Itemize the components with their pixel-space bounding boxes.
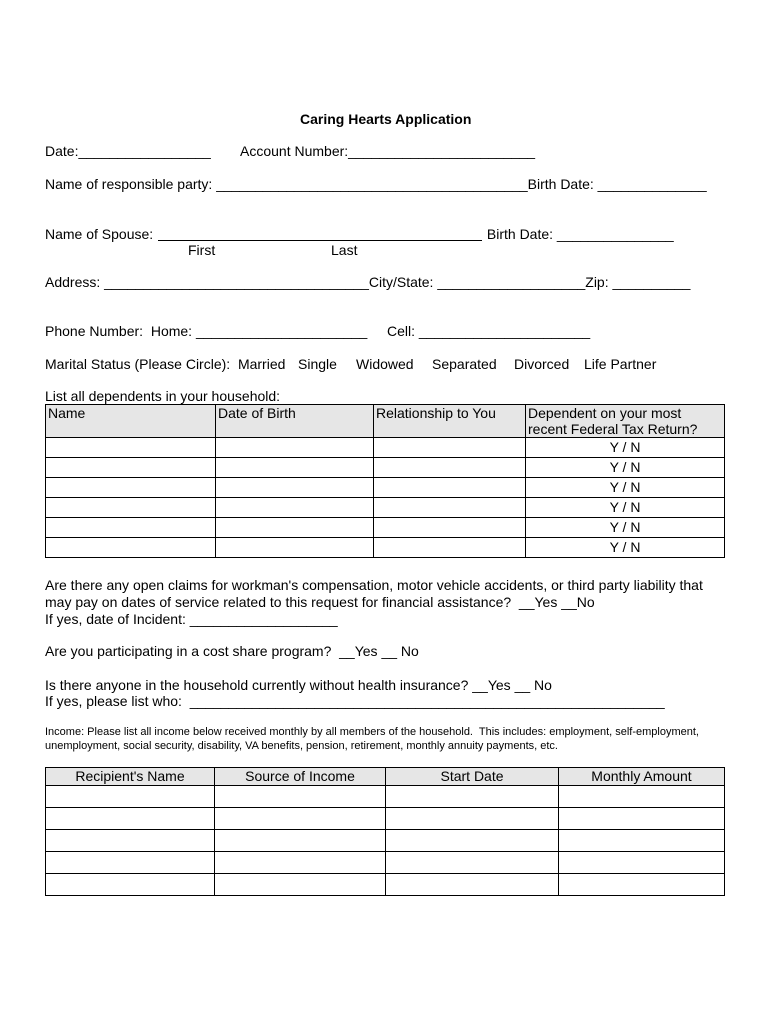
start-date-cell[interactable] <box>386 808 559 830</box>
marital-option-widowed: Widowed <box>356 356 414 372</box>
phone-home-line: Phone Number: Home: ______________________ <box>45 323 368 339</box>
start-date-cell[interactable] <box>386 786 559 808</box>
relationship-cell[interactable] <box>374 518 526 538</box>
recipient-cell[interactable] <box>46 808 215 830</box>
table-row <box>46 874 725 896</box>
responsible-party-line: Name of responsible party: ________________________________________Birth Date: ______________ <box>45 176 707 192</box>
dob-cell[interactable] <box>216 438 374 458</box>
marital-option-single: Single <box>298 356 337 372</box>
table-row <box>46 808 725 830</box>
amount-cell[interactable] <box>559 786 725 808</box>
name-cell[interactable] <box>46 498 216 518</box>
table-row <box>46 458 725 478</box>
source-cell[interactable] <box>215 874 386 896</box>
relationship-cell[interactable] <box>374 458 526 478</box>
income-note-line1: Income: Please list all income below received monthly by all members of the household. This includes: employment, self-employment, <box>45 726 699 738</box>
recipient-cell[interactable] <box>46 830 215 852</box>
col-header-tax-dependent: Dependent on your most recent Federal Tax Return? <box>526 405 725 438</box>
col-header-start-date: Start Date <box>386 768 559 786</box>
dob-cell[interactable] <box>216 498 374 518</box>
amount-cell[interactable] <box>559 808 725 830</box>
spouse-birth-date-line: Birth Date: _______________ <box>483 226 674 242</box>
recipient-cell[interactable] <box>46 852 215 874</box>
spouse-name-underline <box>158 240 482 241</box>
name-cell[interactable] <box>46 518 216 538</box>
source-cell[interactable] <box>215 852 386 874</box>
yn-cell[interactable]: Y / N <box>526 498 725 518</box>
table-header-row <box>46 768 725 786</box>
relationship-cell[interactable] <box>374 478 526 498</box>
source-cell[interactable] <box>215 830 386 852</box>
relationship-cell[interactable] <box>374 438 526 458</box>
dob-cell[interactable] <box>216 478 374 498</box>
table-header-row <box>46 405 725 438</box>
account-number-line: Account Number:________________________ <box>240 143 536 159</box>
relationship-cell[interactable] <box>374 498 526 518</box>
yn-cell[interactable]: Y / N <box>526 478 725 498</box>
address-line: Address: __________________________________City/State: ___________________Zip: __________ <box>45 274 691 290</box>
start-date-cell[interactable] <box>386 852 559 874</box>
name-cell[interactable] <box>46 538 216 558</box>
col-header-monthly-amount: Monthly Amount <box>559 768 725 786</box>
table-row <box>46 830 725 852</box>
marital-option-divorced: Divorced <box>514 356 570 372</box>
table-row <box>46 518 725 538</box>
marital-option-life-partner: Life Partner <box>584 356 657 372</box>
claims-question-line1: Are there any open claims for workman's compensation, motor vehicle accidents, or third party liability that <box>45 577 703 593</box>
income-note-line2: unemployment, social security, disability, VA benefits, pension, retirement, monthly annuity payments, etc. <box>45 740 558 752</box>
table-row <box>46 438 725 458</box>
col-header-dob: Date of Birth <box>216 405 374 438</box>
amount-cell[interactable] <box>559 830 725 852</box>
yn-cell[interactable]: Y / N <box>526 538 725 558</box>
spouse-first-label: First <box>188 242 216 258</box>
table-row <box>46 852 725 874</box>
col-header-name: Name <box>46 405 216 438</box>
dependents-intro: List all dependents in your household: <box>45 388 281 404</box>
cost-share-question: Are you participating in a cost share program? __Yes __ No <box>45 643 419 659</box>
marital-status-label: Marital Status (Please Circle): Married <box>45 356 286 372</box>
start-date-cell[interactable] <box>386 874 559 896</box>
start-date-cell[interactable] <box>386 830 559 852</box>
name-cell[interactable] <box>46 458 216 478</box>
table-row <box>46 478 725 498</box>
table-row <box>46 786 725 808</box>
source-cell[interactable] <box>215 786 386 808</box>
claims-date-line: If yes, date of Incident: ___________________ <box>45 611 338 627</box>
yn-cell[interactable]: Y / N <box>526 438 725 458</box>
income-table <box>45 767 725 896</box>
dob-cell[interactable] <box>216 538 374 558</box>
dob-cell[interactable] <box>216 458 374 478</box>
col-header-recipient: Recipient's Name <box>46 768 215 786</box>
spouse-label: Name of Spouse: <box>45 226 158 242</box>
yn-cell[interactable]: Y / N <box>526 518 725 538</box>
recipient-cell[interactable] <box>46 786 215 808</box>
dob-cell[interactable] <box>216 518 374 538</box>
col-header-source: Source of Income <box>215 768 386 786</box>
insurance-question: Is there anyone in the household currently without health insurance? __Yes __ No <box>45 677 552 693</box>
dependents-table <box>45 404 725 558</box>
name-cell[interactable] <box>46 438 216 458</box>
source-cell[interactable] <box>215 808 386 830</box>
recipient-cell[interactable] <box>46 874 215 896</box>
col-header-relationship: Relationship to You <box>374 405 526 438</box>
marital-option-separated: Separated <box>432 356 497 372</box>
name-cell[interactable] <box>46 478 216 498</box>
table-row <box>46 498 725 518</box>
form-title: Caring Hearts Application <box>300 111 472 127</box>
amount-cell[interactable] <box>559 852 725 874</box>
spouse-last-label: Last <box>331 242 358 258</box>
table-row <box>46 538 725 558</box>
phone-cell-line: Cell: ______________________ <box>387 323 591 339</box>
date-field-line: Date:_________________ <box>45 143 211 159</box>
yn-cell[interactable]: Y / N <box>526 458 725 478</box>
amount-cell[interactable] <box>559 874 725 896</box>
insurance-list-line: If yes, please list who: _____________________________________________________________ <box>45 693 665 709</box>
claims-question-line2: may pay on dates of service related to this request for financial assistance? __Yes __No <box>45 594 595 610</box>
relationship-cell[interactable] <box>374 538 526 558</box>
